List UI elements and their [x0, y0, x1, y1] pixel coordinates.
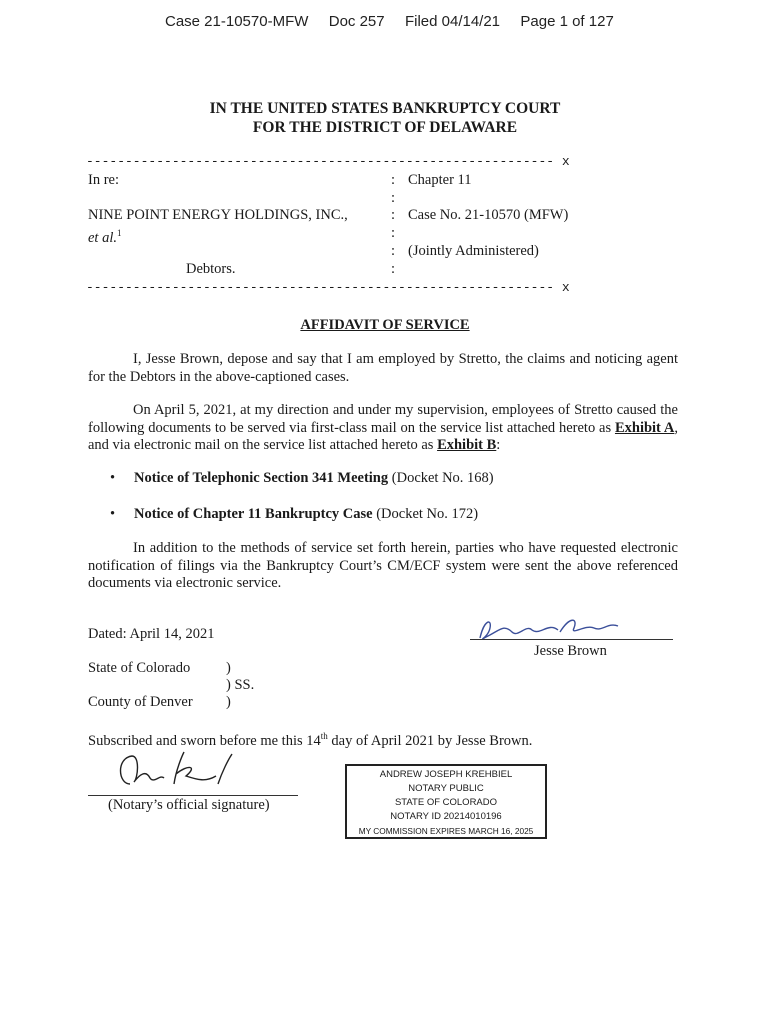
debtor-name: NINE POINT ENERGY HOLDINGS, INC.,: [88, 207, 348, 223]
affidavit-title: AFFIDAVIT OF SERVICE: [300, 317, 470, 333]
service-text-b: , and via electronic mail on the service list attached hereto as: [88, 419, 679, 453]
doc-number-header: Doc 257: [328, 13, 385, 30]
bullet-rest: (Docket No. 168): [388, 470, 494, 486]
et-al: [88, 225, 122, 247]
caption-colon: :: [391, 225, 396, 241]
sworn-sup: th: [320, 731, 328, 741]
footnote-mark: 1: [117, 228, 122, 238]
debtors-label: Debtors.: [186, 261, 236, 277]
bullet-item: •: [110, 470, 116, 486]
caption-colon: :: [391, 243, 396, 259]
notary-signature-icon: [110, 748, 250, 794]
page-count-header: Page 1 of 127: [520, 13, 614, 30]
stamp-name: ANDREW JOSEPH KREHBIEL: [379, 769, 513, 780]
county-label: County of Denver: [88, 694, 193, 710]
notary-signature-line: [88, 795, 298, 796]
bullet-rest: (Docket No. 172): [372, 506, 479, 522]
caption-bottom-rule: ------------------------------------------------------------ x: [86, 280, 570, 295]
caption-colon: :: [391, 261, 396, 277]
et-al-text: et al.: [88, 229, 117, 246]
stamp-title: NOTARY PUBLIC: [408, 783, 484, 794]
filed-date-header: Filed 04/14/21: [404, 13, 501, 30]
ss-label: ) SS.: [226, 677, 255, 693]
stamp-expiry: MY COMMISSION EXPIRES MARCH 16, 2025: [358, 826, 534, 836]
state-label: State of Colorado: [88, 660, 191, 676]
service-text-a: On April 5, 2021, at my direction and under my supervision, employees of Stretto caused the following documents to be served via first-class mail on the service list attached hereto as: [88, 402, 678, 436]
case-number: Case No. 21-10570 (MFW): [408, 207, 569, 223]
caption-colon: :: [391, 190, 396, 206]
in-re-label: In re:: [88, 172, 119, 188]
jointly-administered: (Jointly Administered): [408, 243, 539, 259]
sworn-text-a: Subscribed and sworn before me this 14: [88, 732, 321, 749]
sworn-statement: [88, 728, 532, 750]
caption-colon: :: [391, 172, 396, 188]
bullet-item: •: [110, 506, 116, 522]
bullet-item-text: [134, 470, 494, 487]
bullet-bold: Notice of Telephonic Section 341 Meeting: [134, 470, 389, 486]
filing-header: [165, 13, 614, 30]
signer-name: Jesse Brown: [534, 643, 607, 659]
paragraph-service: [88, 402, 678, 455]
stamp-state: STATE OF COLORADO: [394, 797, 498, 808]
notary-stamp: [345, 764, 547, 839]
service-text-c: :: [496, 437, 501, 453]
stamp-id: NOTARY ID 20214010196: [390, 811, 502, 822]
sworn-text-b: day of April 2021 by Jesse Brown.: [327, 732, 533, 749]
notary-signature-label: (Notary’s official signature): [108, 797, 270, 813]
paragraph-ecf: In addition to the methods of service set forth herein, parties who have requested electronic notification of filings via the Bankruptcy Court’s CM/ECF system were sent the above referenced documents via electronic service.: [88, 540, 678, 591]
paren-open: ): [226, 660, 231, 676]
bullet-item-text: [134, 506, 478, 523]
caption-colon: :: [391, 207, 396, 223]
court-name-line-2: FOR THE DISTRICT OF DELAWARE: [252, 119, 518, 136]
chapter-label: Chapter 11: [408, 172, 472, 188]
caption-top-rule: ------------------------------------------------------------ x: [86, 154, 570, 169]
exhibit-a-ref: Exhibit A: [614, 419, 675, 436]
paren-close: ): [226, 694, 231, 710]
signer-signature-line: [470, 639, 673, 640]
exhibit-b-ref: Exhibit B: [437, 437, 497, 453]
bullet-bold: Notice of Chapter 11 Bankruptcy Case: [134, 506, 373, 522]
dated-line: Dated: April 14, 2021: [88, 626, 215, 642]
court-name-line-1: IN THE UNITED STATES BANKRUPTCY COURT: [209, 100, 561, 117]
paragraph-employment: I, Jesse Brown, depose and say that I am employed by Stretto, the claims and noticing agent for the Debtors in the above-captioned cases.: [88, 351, 678, 385]
case-number-header: Case 21-10570-MFW: [165, 13, 309, 30]
